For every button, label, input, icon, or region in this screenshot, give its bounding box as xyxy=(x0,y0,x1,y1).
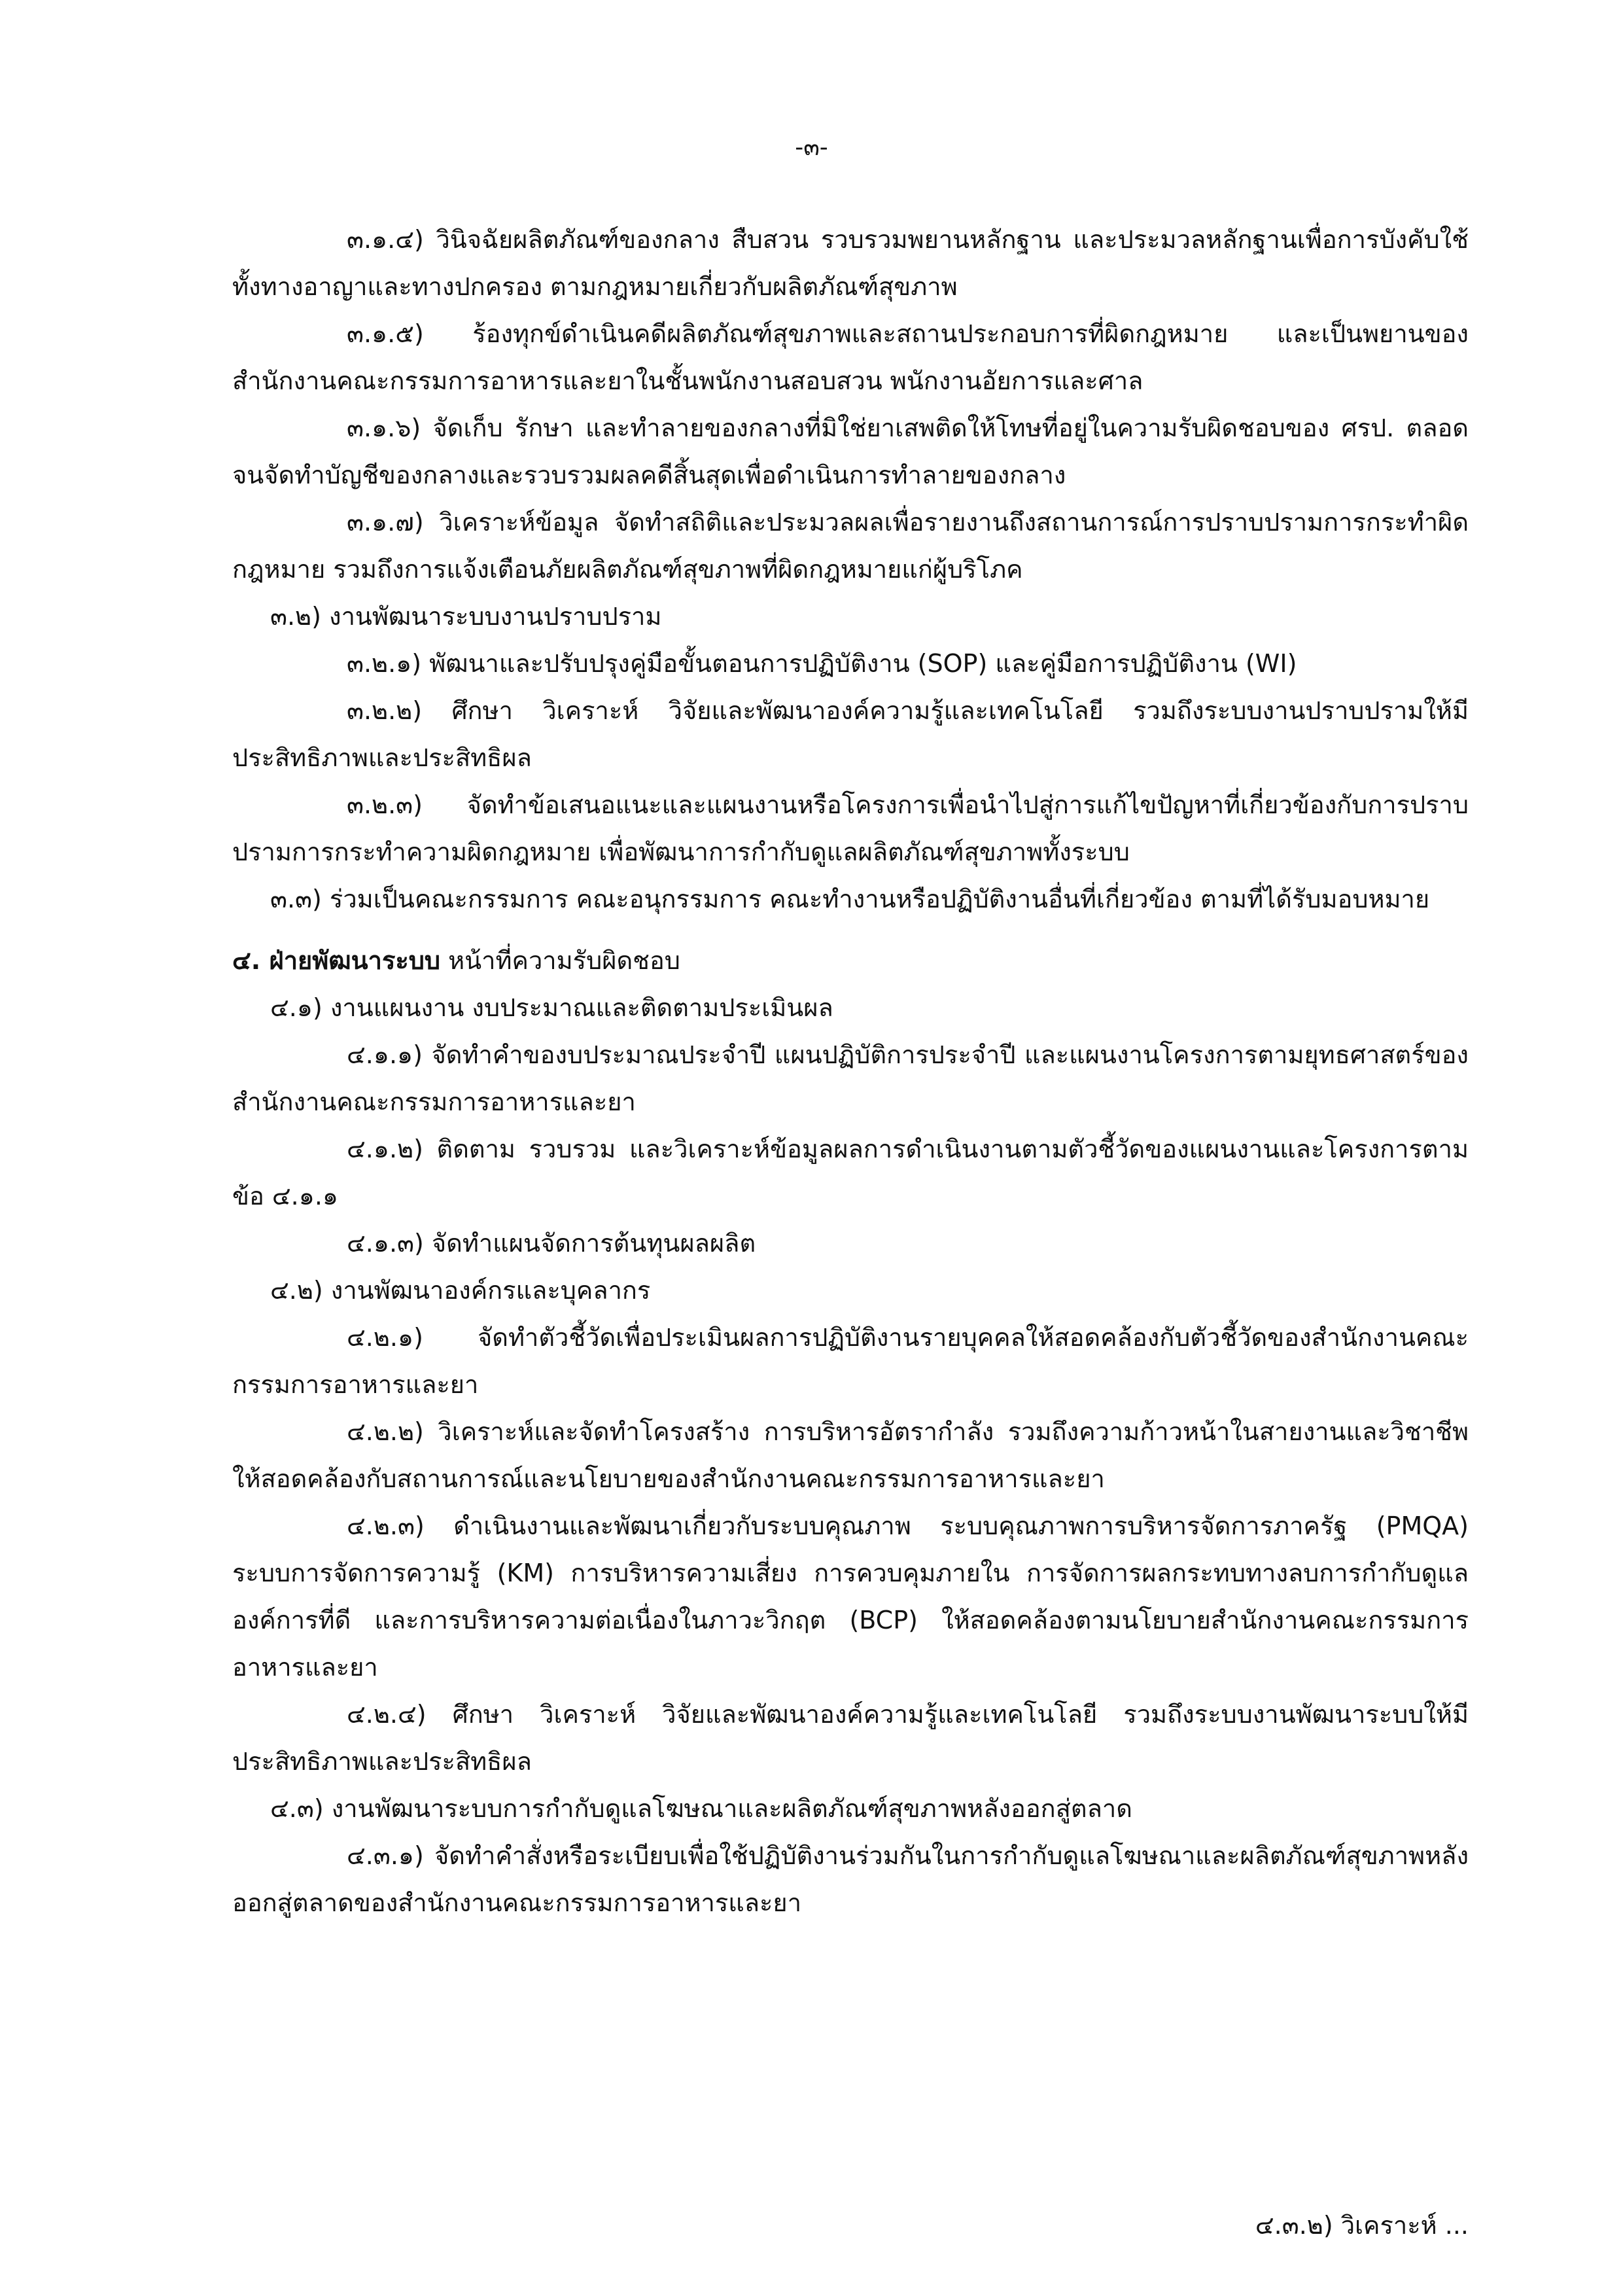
paragraph: ๔.๑) งานแผนงาน งบประมาณและติดตามประเมินผล xyxy=(270,993,833,1022)
paragraph: ๔.๑.๒) ติดตาม รวบรวม และวิเคราะห์ข้อมูลผลการดำเนินงานตามตัวชี้วัดของแผนงานและโครงการตามข้อ ๔.๑.๑ xyxy=(232,1135,1469,1210)
paragraph: ๓.๑.๔) วินิจฉัยผลิตภัณฑ์ของกลาง สืบสวน รวบรวมพยานหลักฐาน และประมวลหลักฐานเพื่อการบังคับใช้ทั้งทางอาญาและทางปกครอง ตามกฎหมายเกี่ยวกับผลิตภัณฑ์สุขภาพ xyxy=(232,225,1469,301)
paragraph: ๓.๑.๖) จัดเก็บ รักษา และทำลายของกลางที่มิใช่ยาเสพติดให้โทษที่อยู่ในความรับผิดชอบของ ศรป. ตลอดจนจัดทำบัญชีของกลางและรวบรวมผลคดีสิ้นสุดเพื่อดำเนินการทำลายของกลาง xyxy=(232,414,1469,489)
page-number: -๓- xyxy=(795,134,828,161)
paragraph: ๔.๑.๓) จัดทำแผนจัดการต้นทุนผลผลิต xyxy=(347,1229,756,1258)
paragraph: ๓.๒.๓) จัดทำข้อเสนอแนะและแผนงานหรือโครงการเพื่อนำไปสู่การแก้ไขปัญหาที่เกี่ยวข้องกับการปราบปรามการกระทำความผิดกฎหมาย เพื่อพัฒนาการกำกับดูแลผลิตภัณฑ์สุขภาพทั้งระบบ xyxy=(232,790,1469,866)
paragraph: ๔.๑.๑) จัดทำคำของบประมาณประจำปี แผนปฏิบัติการประจำปี และแผนงานโครงการตามยุทธศาสตร์ของสำนักงานคณะกรรมการอาหารและยา xyxy=(232,1040,1469,1116)
paragraph: ๓.๒) งานพัฒนาระบบงานปราบปราม xyxy=(270,602,662,631)
continuation-marker: ๔.๓.๒) วิเคราะห์ ... xyxy=(1255,2211,1469,2240)
paragraph: ๓.๑.๗) วิเคราะห์ข้อมูล จัดทำสถิติและประมวลผลเพื่อรายงานถึงสถานการณ์การปราบปรามการกระทำผิดกฎหมาย รวมถึงการแจ้งเตือนภัยผลิตภัณฑ์สุขภาพที่ผิดกฎหมายแก่ผู้บริโภค xyxy=(232,508,1469,584)
section-4 xyxy=(232,984,1469,1926)
paragraph: ๔.๒) งานพัฒนาองค์กรและบุคลากร xyxy=(270,1276,651,1305)
paragraph: ๔.๒.๑) จัดทำตัวชี้วัดเพื่อประเมินผลการปฏิบัติงานรายบุคคลให้สอดคล้องกับตัวชี้วัดของสำนักงานคณะกรรมการอาหารและยา xyxy=(232,1323,1469,1399)
section-heading-title: ๔. ฝ่ายพัฒนาระบบ xyxy=(232,946,441,975)
paragraph: ๔.๒.๔) ศึกษา วิเคราะห์ วิจัยและพัฒนาองค์ความรู้และเทคโนโลยี รวมถึงระบบงานพัฒนาระบบให้มีประสิทธิภาพและประสิทธิผล xyxy=(232,1700,1469,1776)
paragraph: ๔.๓) งานพัฒนาระบบการกำกับดูแลโฆษณาและผลิตภัณฑ์สุขภาพหลังออกสู่ตลาด xyxy=(270,1794,1132,1823)
paragraph: ๓.๒.๒) ศึกษา วิเคราะห์ วิจัยและพัฒนาองค์ความรู้และเทคโนโลยี รวมถึงระบบงานปราบปรามให้มีประสิทธิภาพและประสิทธิผล xyxy=(232,696,1469,772)
paragraph: ๓.๑.๕) ร้องทุกข์ดำเนินคดีผลิตภัณฑ์สุขภาพและสถานประกอบการที่ผิดกฎหมาย และเป็นพยานของสำนักงานคณะกรรมการอาหารและยาในชั้นพนักงานสอบสวน พนักงานอัยการและศาล xyxy=(232,319,1469,395)
paragraph: ๔.๓.๑) จัดทำคำสั่งหรือระเบียบเพื่อใช้ปฏิบัติงานร่วมกันในการกำกับดูแลโฆษณาและผลิตภัณฑ์สุขภาพหลังออกสู่ตลาดของสำนักงานคณะกรรมการอาหารและยา xyxy=(232,1841,1469,1917)
section-heading-subtitle: หน้าที่ความรับผิดชอบ xyxy=(440,946,680,975)
paragraph: ๓.๒.๑) พัฒนาและปรับปรุงคู่มือขั้นตอนการปฏิบัติงาน (SOP) และคู่มือการปฏิบัติงาน (WI) xyxy=(347,649,1297,678)
section-3-continued xyxy=(232,216,1469,923)
paragraph: ๓.๓) ร่วมเป็นคณะกรรมการ คณะอนุกรรมการ คณะทำงานหรือปฏิบัติงานอื่นที่เกี่ยวข้อง ตามที่ได้รับมอบหมาย xyxy=(270,885,1430,913)
paragraph: ๔.๒.๓) ดำเนินงานและพัฒนาเกี่ยวกับระบบคุณภาพ ระบบคุณภาพการบริหารจัดการภาครัฐ (PMQA) ระบบการจัดการความรู้ (KM) การบริหารความเสี่ยง การควบคุมภายใน การจัดการผลกระทบทางลบการกำกับดูแลองค์การที่ดี และการบริหารความต่อเนื่องในภาวะวิกฤต (BCP) ให้สอดคล้องตามนโยบายสำนักงานคณะกรรมการอาหารและยา xyxy=(232,1511,1469,1682)
paragraph: ๔.๒.๒) วิเคราะห์และจัดทำโครงสร้าง การบริหารอัตรากำลัง รวมถึงความก้าวหน้าในสายงานและวิชาชีพ ให้สอดคล้องกับสถานการณ์และนโยบายของสำนักงานคณะกรรมการอาหารและยา xyxy=(232,1417,1469,1493)
document-body xyxy=(232,216,1469,1926)
section-heading-4 xyxy=(232,937,1469,984)
